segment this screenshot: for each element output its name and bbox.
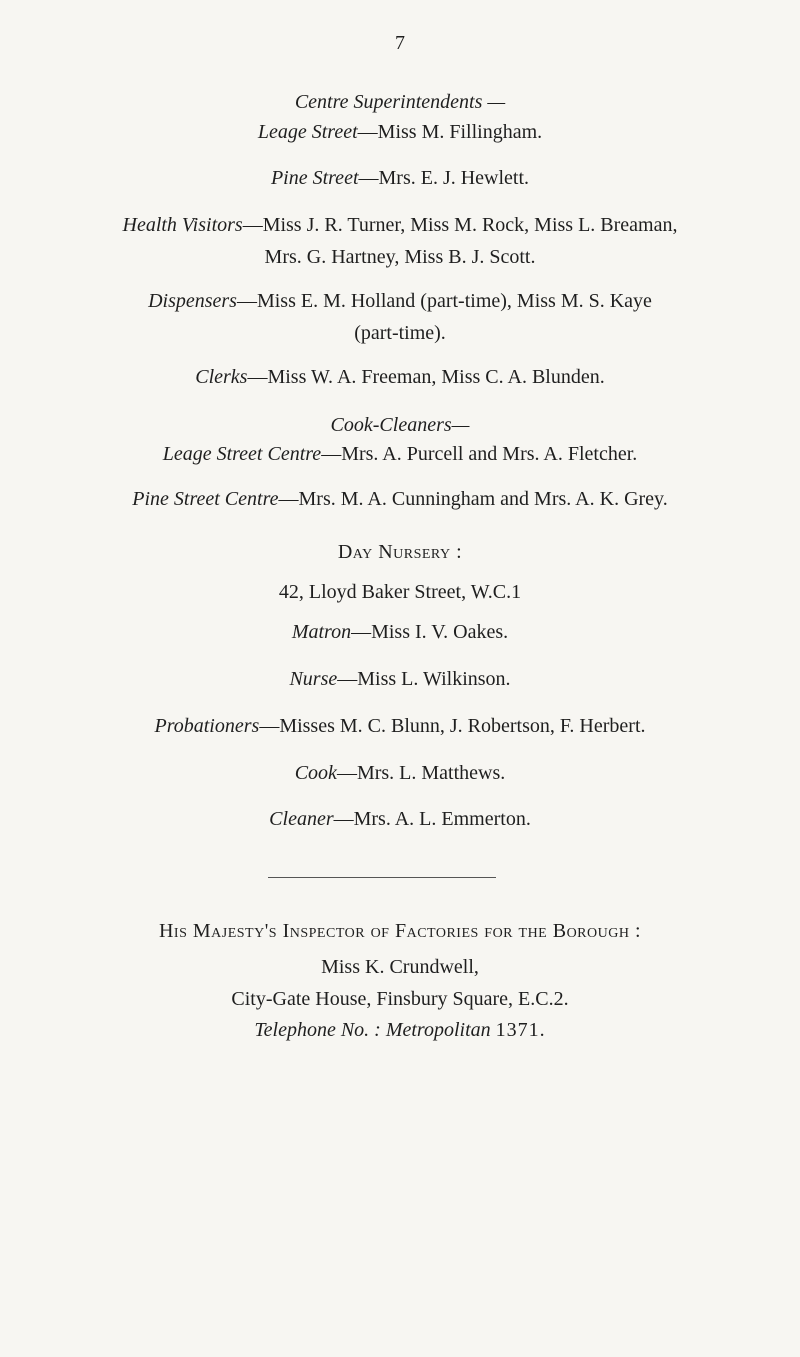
health-visitors-continuation: Mrs. G. Hartney, Miss B. J. Scott. [264, 246, 536, 268]
inspector-address: City-Gate House, Finsbury Square, E.C.2. [231, 988, 569, 1010]
pine-street-centre-entry [60, 486, 740, 512]
matron-label: Matron [291, 621, 352, 643]
cleaner-entry [60, 806, 740, 832]
leage-street-centre-value: —Mrs. A. Purcell and Mrs. A. Fletcher. [321, 443, 638, 465]
day-nursery-heading: Day Nursery : [337, 541, 463, 563]
page-number: 7 [395, 32, 405, 54]
matron-entry [60, 619, 740, 645]
health-visitors-label: Health Visitors [122, 214, 243, 236]
pine-street-entry [60, 165, 740, 191]
telephone-number: 1371. [495, 1019, 546, 1041]
inspector-telephone [60, 1017, 740, 1043]
leage-street-centre-label: Leage Street Centre [162, 443, 322, 465]
pine-street-value: —Mrs. E. J. Hewlett. [358, 167, 530, 189]
health-visitors-entry [60, 212, 740, 238]
cook-value: —Mrs. L. Matthews. [336, 762, 506, 784]
centre-superintendents-heading: Centre Superintendents — [294, 91, 506, 113]
telephone-label: Telephone No. : Metropolitan [254, 1019, 491, 1041]
inspector-heading: His Majesty's Inspector of Factories for the Borough : [158, 920, 642, 942]
section-divider [268, 877, 496, 878]
pine-street-centre-value: —Mrs. M. A. Cunningham and Mrs. A. K. Grey. [278, 488, 668, 510]
probationers-entry [60, 713, 740, 739]
leage-street-label: Leage Street [257, 121, 358, 143]
pine-street-label: Pine Street [270, 167, 359, 189]
dispensers-value: —Miss E. M. Holland (part-time), Miss M. S. Kaye [236, 290, 652, 312]
nurse-entry [60, 666, 740, 692]
probationers-label: Probationers [154, 715, 260, 737]
health-visitors-value: —Miss J. R. Turner, Miss M. Rock, Miss L. Breaman, [242, 214, 678, 236]
cook-cleaners-heading: Cook-Cleaners— [330, 414, 470, 436]
nurse-label: Nurse [289, 668, 338, 690]
dispensers-entry [60, 288, 740, 314]
leage-street-entry [60, 119, 740, 145]
cleaner-label: Cleaner [269, 808, 334, 830]
clerks-label: Clerks [195, 366, 248, 388]
clerks-value: —Miss W. A. Freeman, Miss C. A. Blunden. [247, 366, 605, 388]
leage-street-centre-entry [60, 441, 740, 467]
probationers-value: —Misses M. C. Blunn, J. Robertson, F. Herbert. [259, 715, 646, 737]
cleaner-value: —Mrs. A. L. Emmerton. [333, 808, 531, 830]
cook-entry [60, 760, 740, 786]
nurse-value: —Miss L. Wilkinson. [337, 668, 511, 690]
pine-street-centre-label: Pine Street Centre [132, 488, 279, 510]
leage-street-value: —Miss M. Fillingham. [357, 121, 543, 143]
clerks-entry [60, 364, 740, 390]
cook-label: Cook [294, 762, 337, 784]
dispensers-label: Dispensers [148, 290, 237, 312]
dispensers-continuation: (part-time). [354, 322, 446, 344]
inspector-name: Miss K. Crundwell, [321, 956, 479, 978]
matron-value: —Miss I. V. Oakes. [351, 621, 509, 643]
day-nursery-address: 42, Lloyd Baker Street, W.C.1 [278, 581, 522, 603]
